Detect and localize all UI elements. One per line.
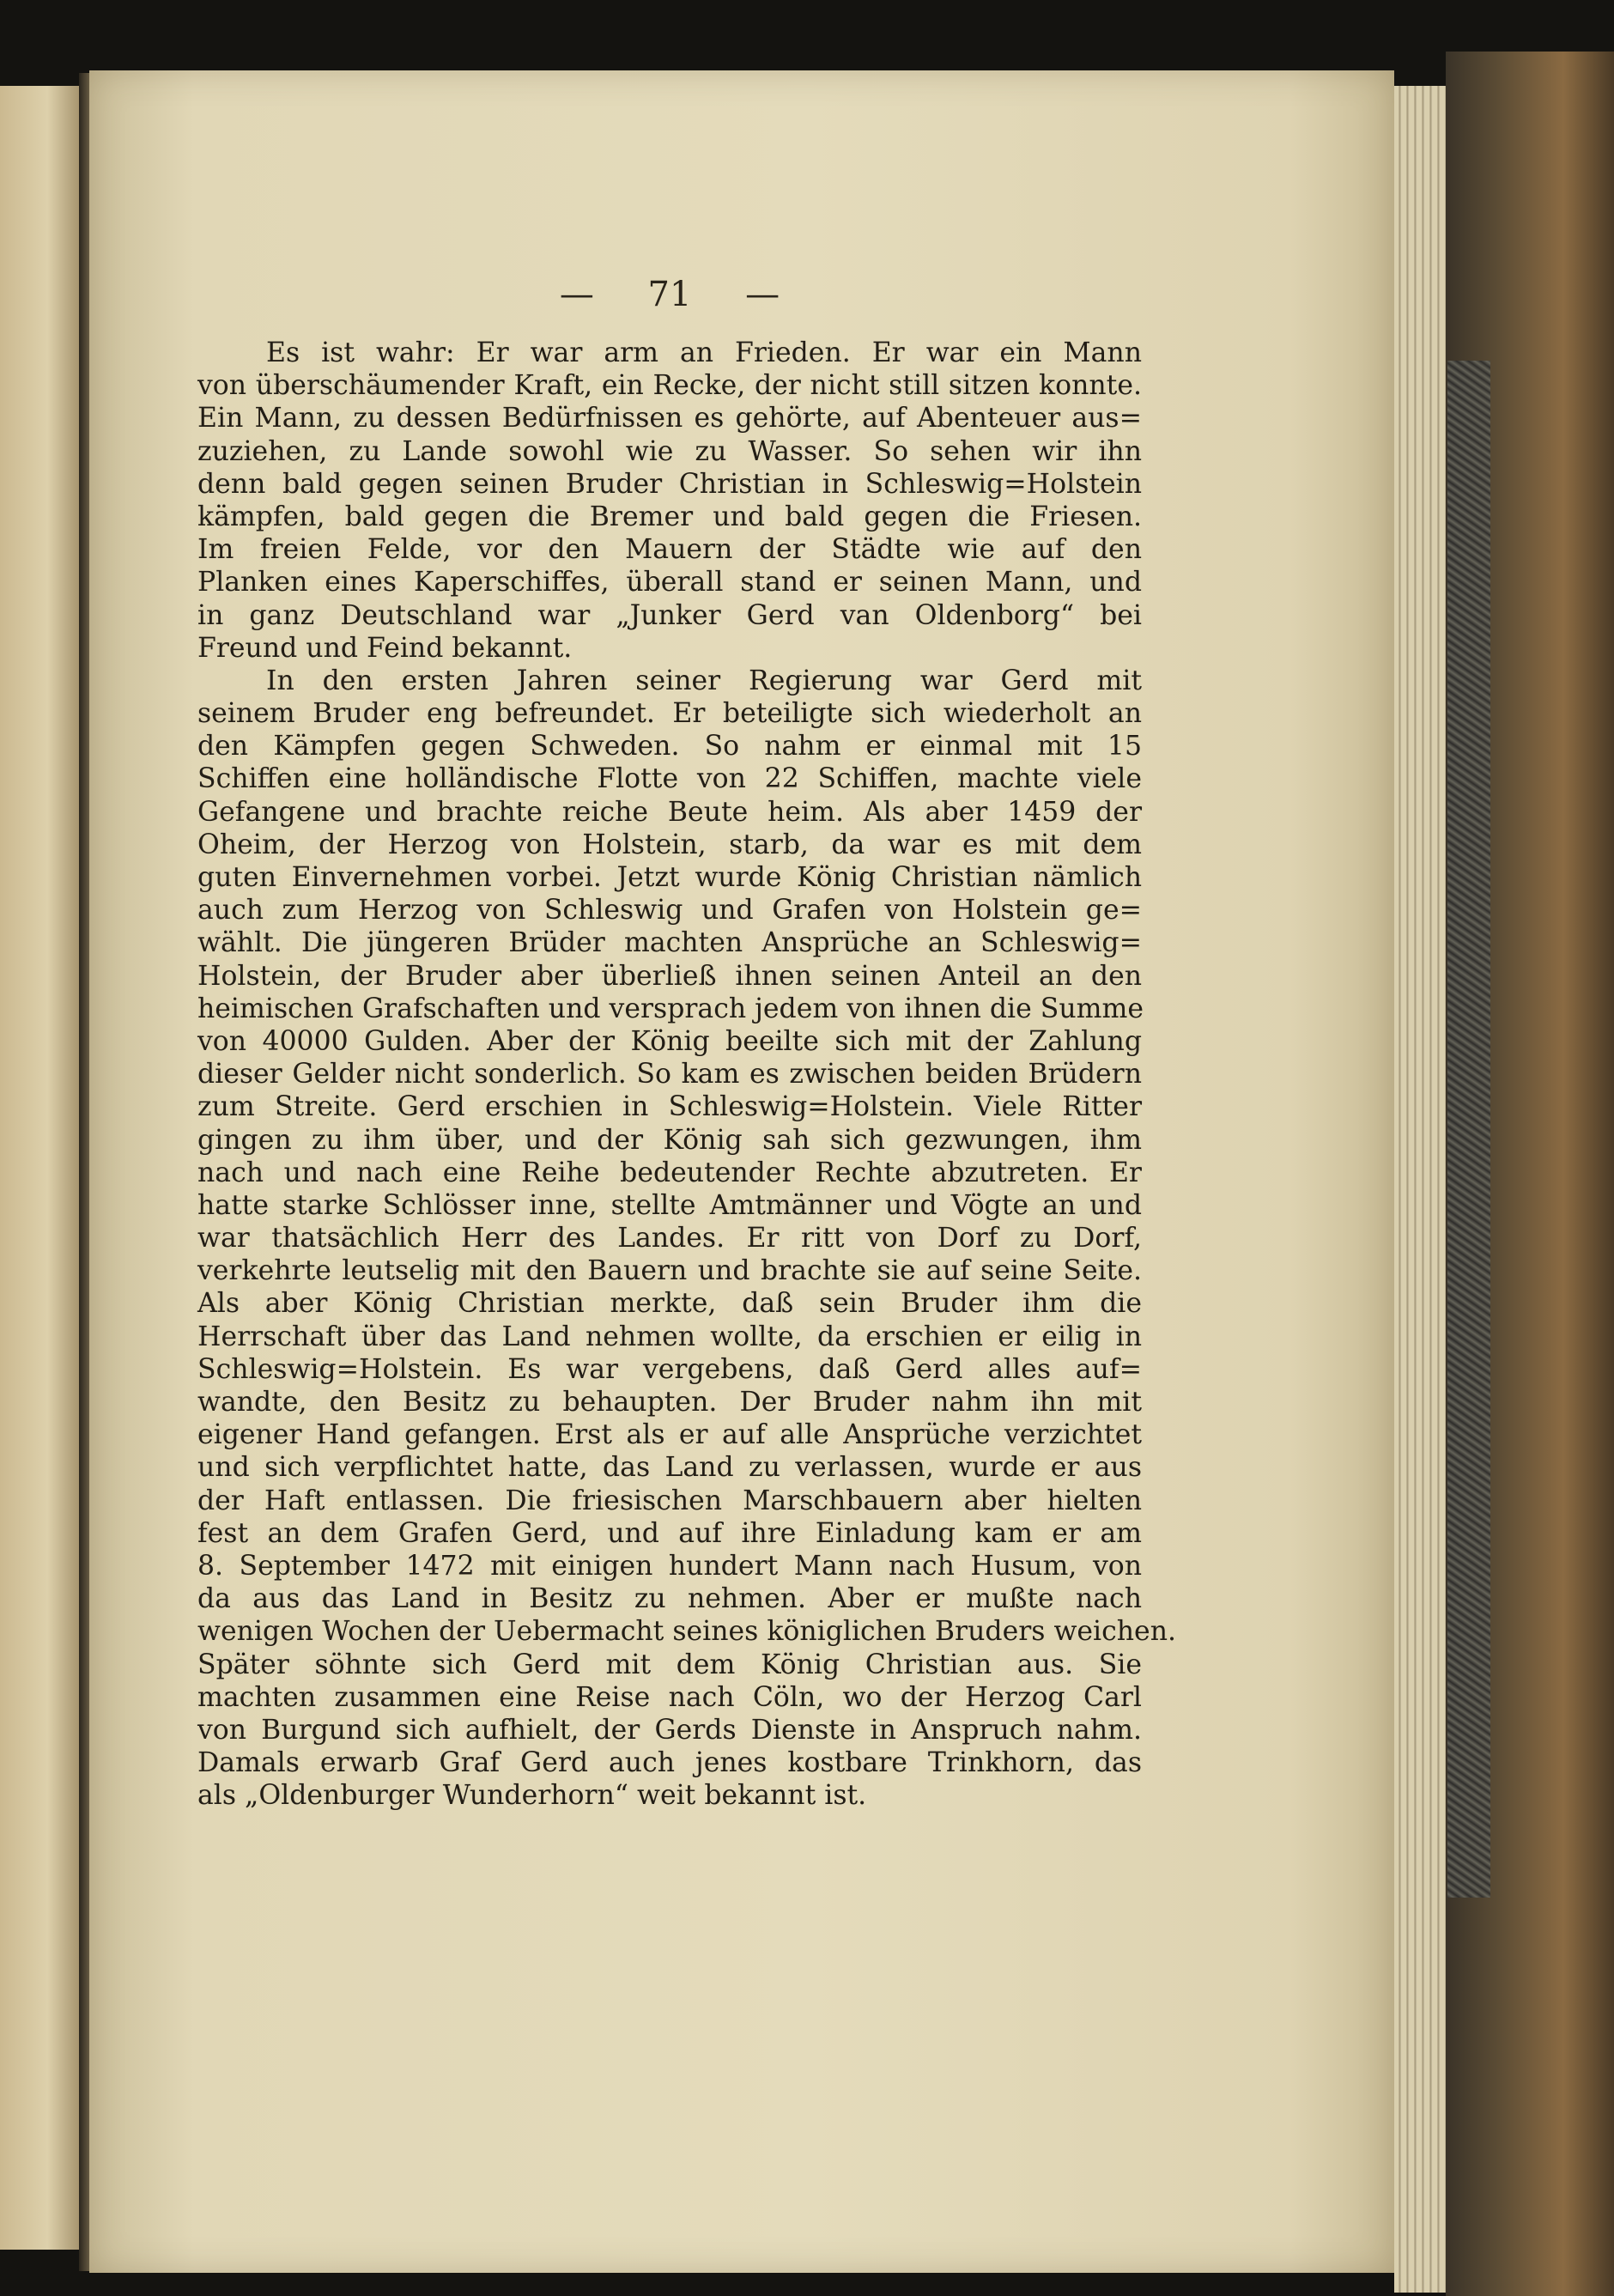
text-line: Planken eines Kaperschiffes, überall stand er seinen Mann, und (197, 567, 1142, 598)
text-line: war thatsächlich Herr des Landes. Er ritt von Dorf zu Dorf, (197, 1223, 1142, 1254)
text-line: Es ist wahr: Er war arm an Frieden. Er war ein Mann (266, 337, 1142, 368)
text-line: Als aber König Christian merkte, daß sein Bruder ihm die (197, 1288, 1142, 1320)
body-text (197, 337, 1176, 1812)
text-line: seinem Bruder eng befreundet. Er beteiligte sich wiederholt an (197, 698, 1142, 730)
text-line: gingen zu ihm über, und der König sah sich gezwungen, ihm (197, 1124, 1142, 1156)
text-line: Später söhnte sich Gerd mit dem König Christian aus. Sie (197, 1649, 1142, 1680)
text-line: Holstein, der Bruder aber überließ ihnen seinen Anteil an den (197, 960, 1142, 992)
header-dash-left: — (559, 275, 594, 314)
text-line: als „Oldenburger Wunderhorn“ weit bekannt ist. (197, 1780, 867, 1812)
text-line: Schleswig=Holstein. Es war vergebens, daß Gerd alles auf= (197, 1353, 1142, 1385)
text-line: heimischen Grafschaften und versprach jedem von ihnen die Summe (197, 993, 1144, 1024)
text-line: Ein Mann, zu dessen Bedürfnissen es gehörte, auf Abenteuer aus= (197, 403, 1142, 434)
text-line: 8. September 1472 mit einigen hundert Mann nach Husum, von (197, 1550, 1142, 1582)
text-line: guten Einvernehmen vorbei. Jetzt wurde König Christian nämlich (197, 862, 1142, 893)
text-line: verkehrte leutselig mit den Bauern und brachte sie auf seine Seite. (197, 1255, 1142, 1287)
text-line: wählt. Die jüngeren Brüder machten Ansprüche an Schleswig= (197, 927, 1142, 959)
text-line: denn bald gegen seinen Bruder Christian in Schleswig=Holstein (197, 468, 1142, 500)
text-line: von 40000 Gulden. Aber der König beeilte sich mit der Zahlung (197, 1025, 1142, 1057)
text-line: wenigen Wochen der Uebermacht seines königlichen Bruders weichen. (197, 1616, 1176, 1648)
text-line: von Burgund sich aufhielt, der Gerds Dienste in Anspruch nahm. (197, 1714, 1142, 1746)
text-line: dieser Gelder nicht sonderlich. So kam es zwischen beiden Brüdern (197, 1059, 1142, 1090)
header-dash-right: — (745, 275, 780, 314)
text-line: zuziehen, zu Lande sowohl wie zu Wasser. So sehen wir ihn (197, 435, 1142, 467)
text-line: Herrschaft über das Land nehmen wollte, da erschien er eilig in (197, 1321, 1142, 1352)
text-line: und sich verpflichtet hatte, das Land zu verlassen, wurde er aus (197, 1452, 1142, 1484)
left-page-edge (0, 86, 82, 2250)
marbled-cover-pattern (1447, 361, 1490, 1898)
page-edges (1394, 86, 1446, 2293)
text-line: da aus das Land in Besitz zu nehmen. Aber er mußte nach (197, 1583, 1142, 1615)
text-line: von überschäumender Kraft, ein Recke, der nicht still sitzen konnte. (197, 370, 1142, 402)
text-line: nach und nach eine Reihe bedeutender Rechte abzutreten. Er (197, 1157, 1142, 1188)
text-line: Oheim, der Herzog von Holstein, starb, da war es mit dem (197, 829, 1142, 860)
text-line: Damals erwarb Graf Gerd auch jenes kostbare Trinkhorn, das (197, 1747, 1142, 1779)
text-line: Freund und Feind bekannt. (197, 632, 573, 664)
text-line: in ganz Deutschland war „Junker Gerd van Oldenborg“ bei (197, 599, 1142, 631)
text-line: hatte starke Schlösser inne, stellte Amtmänner und Vögte an und (197, 1189, 1142, 1221)
text-line: den Kämpfen gegen Schweden. So nahm er einmal mit 15 (197, 731, 1142, 762)
text-line: fest an dem Grafen Gerd, und auf ihre Einladung kam er am (197, 1517, 1142, 1549)
text-line: Schiffen eine holländische Flotte von 22 Schiffen, machte viele (197, 763, 1142, 795)
text-line: Im freien Felde, vor den Mauern der Städte wie auf den (197, 534, 1142, 566)
text-line: zum Streite. Gerd erschien in Schleswig=Holstein. Viele Ritter (197, 1091, 1142, 1123)
text-line: der Haft entlassen. Die friesischen Marschbauern aber hielten (197, 1485, 1142, 1516)
text-line: Gefangene und brachte reiche Beute heim. Als aber 1459 der (197, 796, 1142, 828)
text-line: machten zusammen eine Reise nach Cöln, wo der Herzog Carl (197, 1681, 1142, 1713)
text-line: auch zum Herzog von Schleswig und Grafen von Holstein ge= (197, 895, 1142, 926)
text-line: kämpfen, bald gegen die Bremer und bald gegen die Friesen. (197, 501, 1142, 532)
text-line: In den ersten Jahren seiner Regierung war Gerd mit (266, 665, 1142, 696)
text-line: eigener Hand gefangen. Erst als er auf alle Ansprüche verzichtet (197, 1419, 1142, 1451)
page-header (197, 275, 1142, 314)
text-line: wandte, den Besitz zu behaupten. Der Bruder nahm ihn mit (197, 1387, 1142, 1418)
page-number: 71 (647, 275, 692, 314)
